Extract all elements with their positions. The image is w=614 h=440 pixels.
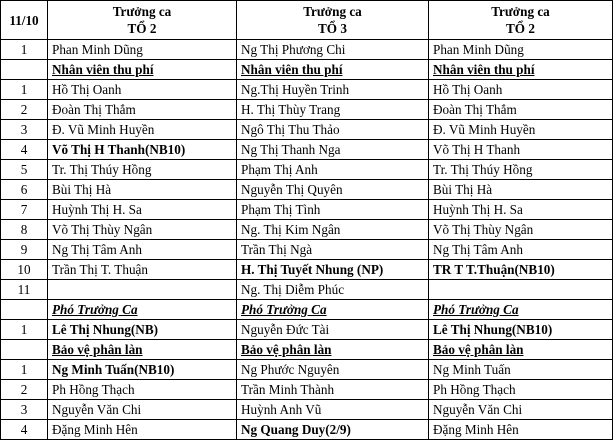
- header-col-3-title: Trưởng ca: [491, 4, 550, 19]
- table-row: [1, 380, 613, 400]
- table-row: [1, 140, 613, 160]
- name-cell-col-2: Phó Trưởng Ca: [237, 300, 429, 320]
- name-cell-col-3: TR T T.Thuận(NB10): [429, 260, 613, 280]
- row-number: 5: [1, 160, 48, 180]
- name-cell-col-1: [48, 280, 237, 300]
- name-cell-col-1: Đặng Minh Hên: [48, 420, 237, 440]
- name-cell-col-3: Ng Thị Tâm Anh: [429, 240, 613, 260]
- name-cell-col-1: Võ Thị Thùy Ngân: [48, 220, 237, 240]
- name-cell-col-1: Hồ Thị Oanh: [48, 80, 237, 100]
- name-cell-col-2: Nhân viên thu phí: [237, 60, 429, 80]
- name-cell-col-1: Ng Minh Tuấn(NB10): [48, 360, 237, 380]
- header-col-3-team: TỔ 2: [506, 21, 535, 36]
- row-number: 2: [1, 380, 48, 400]
- table-row: [1, 240, 613, 260]
- name-cell-col-2: Ng.Thị Huyền Trinh: [237, 80, 429, 100]
- row-number: 3: [1, 120, 48, 140]
- name-cell-col-2: H. Thị Tuyết Nhung (NP): [237, 260, 429, 280]
- name-cell-col-3: Huỳnh Thị H. Sa: [429, 200, 613, 220]
- name-cell-col-2: Huỳnh Anh Vũ: [237, 400, 429, 420]
- table-row: [1, 100, 613, 120]
- name-cell-col-2: Phạm Thị Anh: [237, 160, 429, 180]
- row-number: 1: [1, 360, 48, 380]
- name-cell-col-1: Phó Trưởng Ca: [48, 300, 237, 320]
- row-number: 3: [1, 400, 48, 420]
- header-row: [1, 1, 613, 40]
- name-cell-col-1: Ph Hồng Thạch: [48, 380, 237, 400]
- name-cell-col-3: [429, 280, 613, 300]
- header-col-2-team: TỔ 3: [318, 21, 347, 36]
- header-col-1: [48, 1, 237, 40]
- name-cell-col-1: Huỳnh Thị H. Sa: [48, 200, 237, 220]
- table-row: [1, 300, 613, 320]
- name-cell-col-3: Bùi Thị Hà: [429, 180, 613, 200]
- name-cell-col-2: Trần Thị Ngà: [237, 240, 429, 260]
- name-cell-col-2: Ng. Thị Diễm Phúc: [237, 280, 429, 300]
- row-number: 4: [1, 420, 48, 440]
- name-cell-col-2: H. Thị Thùy Trang: [237, 100, 429, 120]
- name-cell-col-2: Trần Minh Thành: [237, 380, 429, 400]
- name-cell-col-1: Nguyễn Văn Chi: [48, 400, 237, 420]
- name-cell-col-2: Phạm Thị Tình: [237, 200, 429, 220]
- name-cell-col-1: Ng Thị Tâm Anh: [48, 240, 237, 260]
- table-row: [1, 260, 613, 280]
- name-cell-col-3: Võ Thị H Thanh: [429, 140, 613, 160]
- row-number: 2: [1, 100, 48, 120]
- name-cell-col-1: Nhân viên thu phí: [48, 60, 237, 80]
- row-number: 7: [1, 200, 48, 220]
- name-cell-col-2: Ng Thị Phương Chi: [237, 40, 429, 60]
- name-cell-col-1: Trần Thị T. Thuận: [48, 260, 237, 280]
- date-cell: 11/10: [1, 1, 48, 40]
- row-number: 9: [1, 240, 48, 260]
- row-number: [1, 60, 48, 80]
- header-col-2: [237, 1, 429, 40]
- row-number: 6: [1, 180, 48, 200]
- table-row: [1, 160, 613, 180]
- table-row: [1, 280, 613, 300]
- name-cell-col-1: Phan Minh Dũng: [48, 40, 237, 60]
- name-cell-col-1: Tr. Thị Thúy Hồng: [48, 160, 237, 180]
- name-cell-col-3: Phan Minh Dũng: [429, 40, 613, 60]
- row-number: 1: [1, 40, 48, 60]
- table-row: [1, 420, 613, 440]
- table-row: [1, 220, 613, 240]
- name-cell-col-3: Võ Thị Thùy Ngân: [429, 220, 613, 240]
- name-cell-col-3: Ph Hồng Thạch: [429, 380, 613, 400]
- row-number: 1: [1, 320, 48, 340]
- header-col-2-title: Trưởng ca: [303, 4, 362, 19]
- name-cell-col-3: Phó Trưởng Ca: [429, 300, 613, 320]
- header-col-3: [429, 1, 613, 40]
- row-number: 10: [1, 260, 48, 280]
- row-number: 4: [1, 140, 48, 160]
- name-cell-col-2: Bảo vệ phân làn: [237, 340, 429, 360]
- table-row: [1, 200, 613, 220]
- name-cell-col-1: Bùi Thị Hà: [48, 180, 237, 200]
- name-cell-col-3: Đặng Minh Hên: [429, 420, 613, 440]
- name-cell-col-3: Lê Thị Nhung(NB10): [429, 320, 613, 340]
- name-cell-col-1: Võ Thị H Thanh(NB10): [48, 140, 237, 160]
- row-number: [1, 340, 48, 360]
- name-cell-col-3: Nhân viên thu phí: [429, 60, 613, 80]
- name-cell-col-3: Bảo vệ phân làn: [429, 340, 613, 360]
- table-row: [1, 400, 613, 420]
- name-cell-col-2: Ng Phước Nguyên: [237, 360, 429, 380]
- table-row: [1, 180, 613, 200]
- table-row: [1, 360, 613, 380]
- row-number: 1: [1, 80, 48, 100]
- name-cell-col-2: Nguyễn Thị Quyên: [237, 180, 429, 200]
- table-row: [1, 120, 613, 140]
- row-number: 8: [1, 220, 48, 240]
- table-row: [1, 40, 613, 60]
- table-row: [1, 340, 613, 360]
- name-cell-col-1: Đ. Vũ Minh Huyền: [48, 120, 237, 140]
- table-row: [1, 80, 613, 100]
- row-number: 11: [1, 280, 48, 300]
- name-cell-col-1: Bảo vệ phân làn: [48, 340, 237, 360]
- name-cell-col-1: Đoàn Thị Thắm: [48, 100, 237, 120]
- row-number: [1, 300, 48, 320]
- table-row: [1, 320, 613, 340]
- table-row: [1, 60, 613, 80]
- name-cell-col-2: Ng Quang Duy(2/9): [237, 420, 429, 440]
- name-cell-col-1: Lê Thị Nhung(NB): [48, 320, 237, 340]
- name-cell-col-3: Nguyễn Văn Chi: [429, 400, 613, 420]
- name-cell-col-3: Ng Minh Tuấn: [429, 360, 613, 380]
- name-cell-col-2: Ng Thị Thanh Nga: [237, 140, 429, 160]
- header-col-1-title: Trưởng ca: [112, 4, 172, 19]
- header-col-1-team: TỔ 2: [127, 21, 157, 36]
- table-body: [1, 40, 613, 440]
- name-cell-col-3: Tr. Thị Thúy Hồng: [429, 160, 613, 180]
- name-cell-col-2: Ngô Thị Thu Thảo: [237, 120, 429, 140]
- name-cell-col-3: Hồ Thị Oanh: [429, 80, 613, 100]
- name-cell-col-3: Đoàn Thị Thắm: [429, 100, 613, 120]
- name-cell-col-3: Đ. Vũ Minh Huyền: [429, 120, 613, 140]
- name-cell-col-2: Nguyễn Đức Tài: [237, 320, 429, 340]
- name-cell-col-2: Ng. Thị Kim Ngân: [237, 220, 429, 240]
